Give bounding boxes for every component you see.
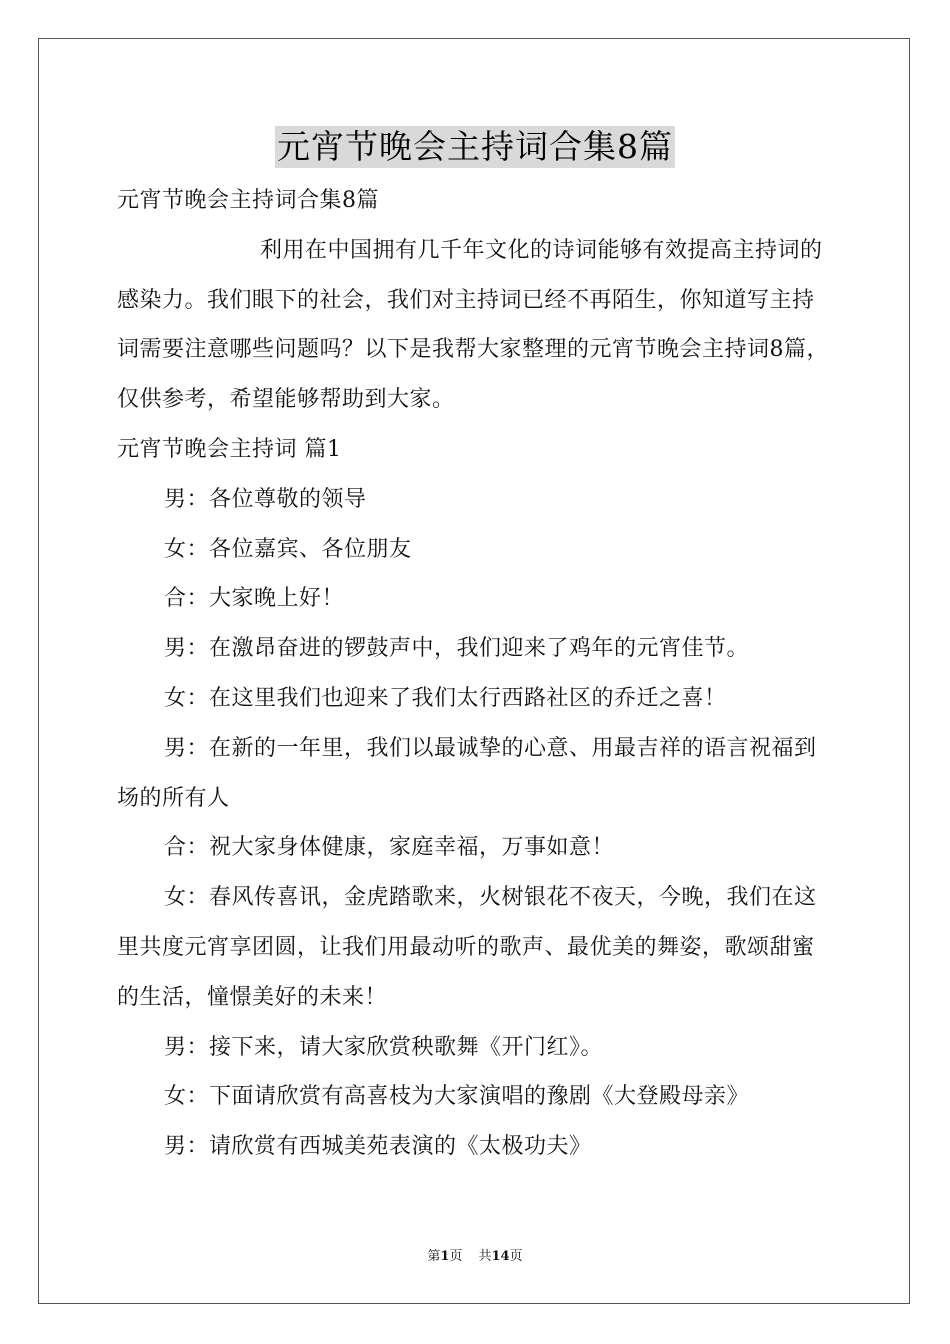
- dialog-line: 男：在激昂奋进的锣鼓声中，我们迎来了鸡年的元宵佳节。: [164, 636, 750, 662]
- document-title: 元宵节晚会主持词合集8篇: [277, 127, 673, 166]
- document-subtitle: 元宵节晚会主持词合集8篇: [117, 188, 379, 213]
- dialog-line: 女：下面请欣赏有高喜枝为大家演唱的豫剧《大登殿母亲》: [164, 1084, 750, 1110]
- page-footer: [0, 1248, 950, 1266]
- title-wrapper: [0, 126, 950, 168]
- dialog-line: 女：春风传喜讯，金虎踏歌来，火树银花不夜天，今晚，我们在这里共度元宵享团圆，让我们用最动听的歌声、最优美的舞姿，歌颂甜蜜的生活，憧憬美好的未来！: [117, 885, 817, 1010]
- dialog-line: 合：祝大家身体健康，家庭幸福，万事如意！: [164, 835, 615, 861]
- page-number: 1: [440, 1249, 450, 1264]
- page-prefix: 第: [427, 1249, 441, 1264]
- document-body: [117, 176, 835, 1172]
- dialog-line: 男：各位尊敬的领导: [164, 486, 367, 512]
- dialog-line: 男：接下来，请大家欣赏秧歌舞《开门红》。: [164, 1034, 604, 1060]
- dialog-line: 男：在新的一年里，我们以最诚挚的心意、用最吉祥的语言祝福到场的所有人: [117, 735, 817, 811]
- dialog-line: 女：各位嘉宾、各位朋友: [164, 536, 412, 562]
- total-pages: 14: [491, 1249, 510, 1264]
- total-prefix: 共: [478, 1249, 492, 1264]
- intro-paragraph: 利用在中国拥有几千年文化的诗词能够有效提高主持词的感染力。我们眼下的社会，我们对主持词已经不再陌生，你知道写主持词需要注意哪些问题吗？以下是我帮大家整理的元宵节晚会主持词8篇，仅供参考，希望能够帮助到大家。: [117, 237, 829, 413]
- dialog-line: 合：大家晚上好！: [164, 586, 345, 612]
- dialog-line: 男：请欣赏有西城美苑表演的《太极功夫》: [164, 1134, 592, 1160]
- dialog-line: 女：在这里我们也迎来了我们太行西路社区的乔迁之喜！: [164, 685, 727, 711]
- page-suffix: 页: [449, 1249, 463, 1264]
- total-suffix: 页: [509, 1249, 523, 1264]
- section-heading: 元宵节晚会主持词 篇1: [117, 436, 342, 462]
